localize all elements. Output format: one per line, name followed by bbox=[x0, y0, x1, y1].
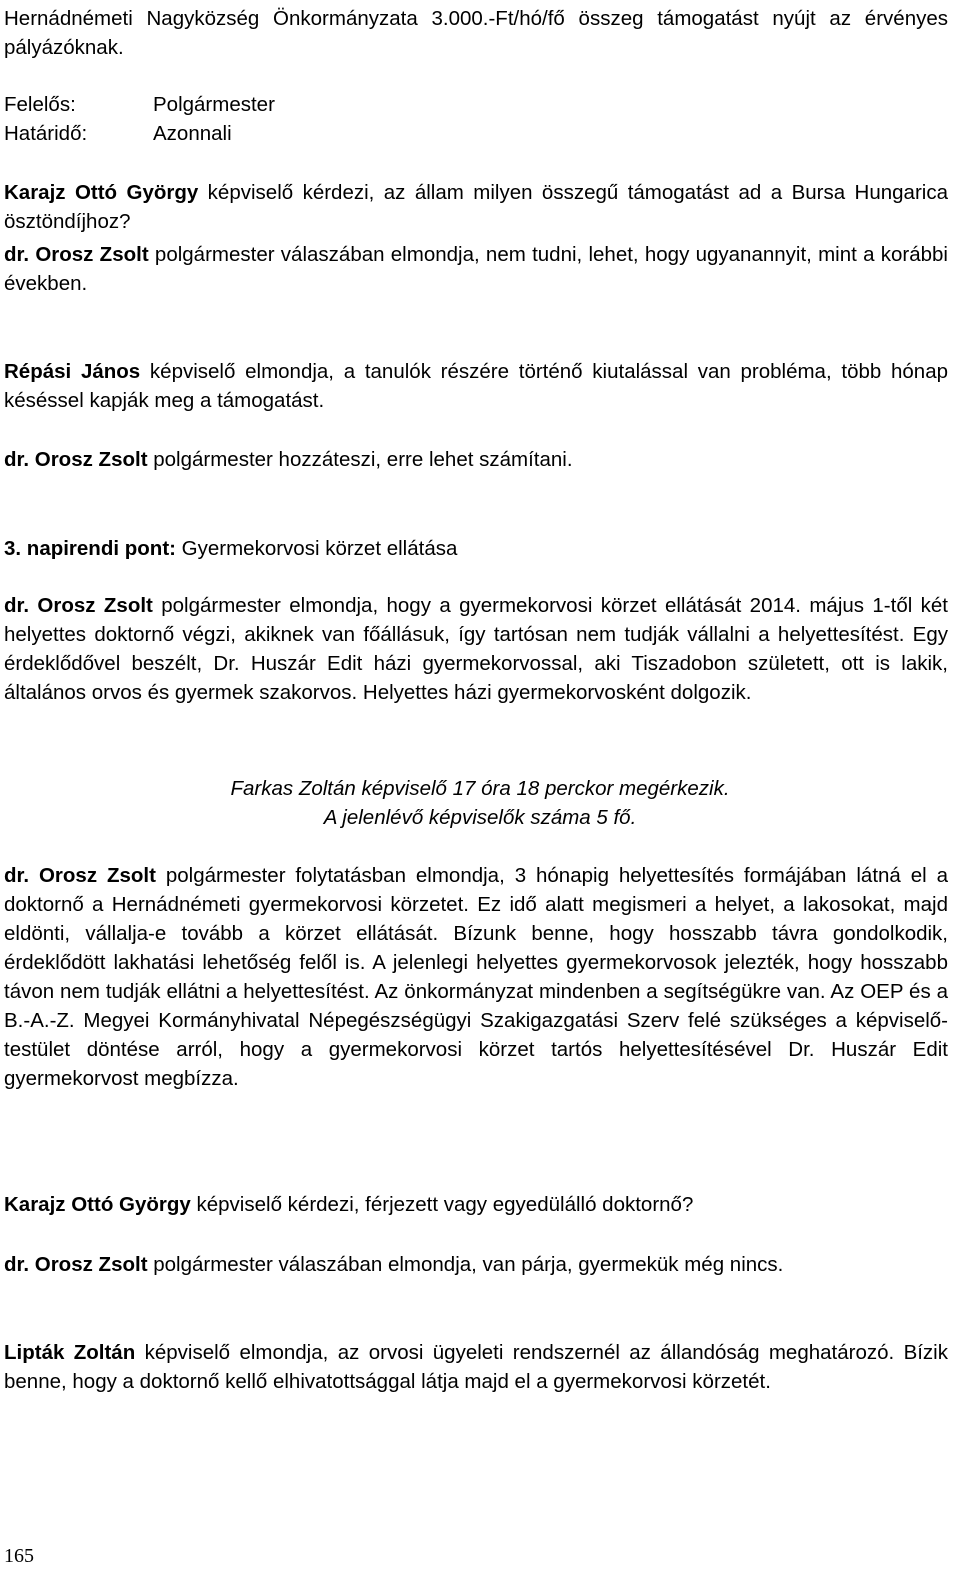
deadline-value: Azonnali bbox=[153, 122, 232, 145]
speaker-name: Karajz Ottó György bbox=[4, 181, 199, 204]
notice-line-1: Farkas Zoltán képviselő 17 óra 18 perckor megérkezik. bbox=[230, 777, 730, 800]
deadline-row bbox=[4, 119, 232, 148]
responsible-label: Felelős: bbox=[4, 93, 76, 116]
paragraph-text: képviselő elmondja, az orvosi ügyeleti rendszernél az állandóság meghatározó. Bízik benne, hogy a doktornő kellő elhivatottsággal látja majd el a gyermekorvosi körzetét. bbox=[4, 1341, 948, 1393]
notice-line-2: A jelenlévő képviselők száma 5 fő. bbox=[323, 806, 637, 829]
paragraph-text: polgármester válaszában elmondja, nem tudni, lehet, hogy ugyanannyit, mint a korábbi években. bbox=[4, 243, 948, 295]
speaker-name: dr. Orosz Zsolt bbox=[4, 1253, 148, 1276]
paragraph-9 bbox=[4, 1338, 948, 1396]
speaker-name: Lipták Zoltán bbox=[4, 1341, 136, 1364]
paragraph-text: polgármester folytatásban elmondja, 3 hónapig helyettesítés formájában látná el a doktornő a Hernádnémeti gyermekorvosi körzetet. Ez idő alatt megismeri a helyet, a lakosokat, majd eldönti, vállalja-e tovább a körzet ellátását. Bízunk benne, hogy hosszabb távra gondolkodik, érdeklődött lakhatási lehetőség felől is. A jelenlegi helyettes gyermekorvosok jelezték, hogy hosszabb távon nem tudják ellátni a helyettesítést. Az önkormányzat mindenben a segítségükre van. Az OEP és a B.-A.-Z. Megyei Kormányhivatal Népegészségügyi Szakigazgatási Szerv felé szükséges a képviselő-testület döntése arról, hogy a gyermekorvosi körzet tartós helyettesítésével Dr. Huszár Edit gyermekorvost megbízza. bbox=[4, 864, 948, 1090]
agenda-heading bbox=[4, 534, 457, 563]
speaker-name: dr. Orosz Zsolt bbox=[4, 243, 149, 266]
paragraph-3 bbox=[4, 357, 948, 415]
speaker-name: Répási János bbox=[4, 360, 141, 383]
responsible-value: Polgármester bbox=[153, 93, 275, 116]
paragraph-4 bbox=[4, 445, 948, 474]
speaker-name: dr. Orosz Zsolt bbox=[4, 594, 153, 617]
agenda-label: 3. napirendi pont: bbox=[4, 537, 176, 560]
page-number: 165 bbox=[4, 1545, 34, 1567]
paragraph-text: polgármester elmondja, hogy a gyermekorvosi körzet ellátását 2014. május 1-től két helyettes doktornő végzi, akiknek van főállásuk, így tartósan nem tudják vállalni a helyettesítést. Egy érdeklődővel beszélt, Dr. Huszár Edit házi gyermekorvossal, aki Tiszadobon született, ott is lakik, általános orvos és gyermek szakorvos. Helyettes házi gyermekorvosként dolgozik. bbox=[4, 594, 948, 704]
paragraph-8 bbox=[4, 1250, 948, 1279]
speaker-name: dr. Orosz Zsolt bbox=[4, 448, 148, 471]
intro-paragraph bbox=[4, 4, 948, 62]
paragraph-text: képviselő elmondja, a tanulók részére történő kiutalással van probléma, több hónap késéssel kapják meg a támogatást. bbox=[4, 360, 949, 412]
paragraph-1 bbox=[4, 178, 948, 236]
paragraph-2 bbox=[4, 240, 948, 298]
paragraph-text: képviselő kérdezi, az állam milyen összegű támogatást ad a Bursa Hungarica ösztöndíjhoz? bbox=[4, 181, 948, 233]
paragraph-text: polgármester hozzáteszi, erre lehet számítani. bbox=[147, 448, 573, 471]
intro-text: Hernádnémeti Nagyközség Önkormányzata 3.000.-Ft/hó/fő összeg támogatást nyújt az érvényes pályázóknak. bbox=[4, 7, 948, 59]
paragraph-text: polgármester válaszában elmondja, van párja, gyermekük még nincs. bbox=[147, 1253, 784, 1276]
paragraph-5 bbox=[4, 591, 948, 707]
deadline-label: Határidő: bbox=[4, 122, 88, 145]
speaker-name: dr. Orosz Zsolt bbox=[4, 864, 156, 887]
agenda-title: Gyermekorvosi körzet ellátása bbox=[175, 537, 458, 560]
paragraph-6 bbox=[4, 861, 948, 1093]
speaker-name: Karajz Ottó György bbox=[4, 1193, 191, 1216]
paragraph-text: képviselő kérdezi, férjezett vagy egyedülálló doktornő? bbox=[190, 1193, 694, 1216]
responsible-row bbox=[4, 90, 275, 119]
paragraph-7 bbox=[4, 1190, 948, 1219]
